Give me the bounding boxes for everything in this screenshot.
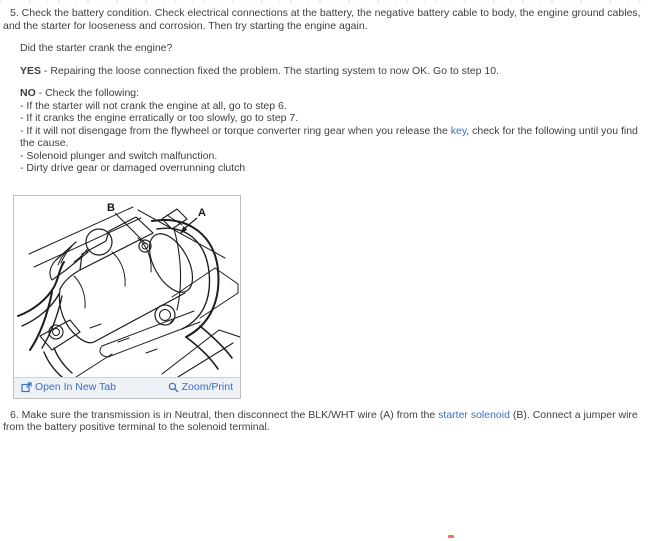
- yes-label: YES: [20, 64, 42, 77]
- checklist-item-2: - If it cranks the engine erratically or too slowly, go to step 7.: [20, 112, 299, 124]
- starter-solenoid-link[interactable]: starter solenoid: [438, 408, 510, 421]
- checklist-item-3-post: , check for the following until you find the cause.: [20, 124, 638, 149]
- starter-motor-diagram: [14, 196, 240, 377]
- zoom-print-label: Zoom/Print: [181, 381, 233, 394]
- figure-box: [13, 195, 241, 399]
- diagram-label-a: A: [198, 206, 206, 219]
- checklist-item-1: - If the starter will not crank the engine at all, go to step 6.: [20, 99, 287, 112]
- no-text: - Check the following:: [35, 87, 140, 99]
- yes-text: - Repairing the loose connection fixed the problem. The starting system to now OK. Go to step 10.: [41, 64, 499, 77]
- step-5-paragraph: 5. Check the battery condition. Check electrical connections at the battery, the negative battery cable to body, the engine ground cables, and the starter for looseness and corrosion. Then try starting the engine again.: [3, 7, 641, 32]
- step-6-post: (B). Connect a jumper wire from the battery positive terminal to the solenoid terminal.: [3, 408, 638, 433]
- yes-answer: [20, 65, 646, 78]
- starter-motor-line-art: [14, 196, 240, 377]
- figure-toolbar: [14, 377, 240, 398]
- checklist: [3, 100, 646, 175]
- open-in-new-tab-link[interactable]: [21, 381, 116, 394]
- key-link[interactable]: key: [450, 124, 467, 137]
- checklist-item-3-pre: - If it will not disengage from the flywheel or torque converter ring gear when you release the: [20, 124, 451, 137]
- magnifier-icon: [168, 382, 179, 393]
- checklist-item-3: [20, 125, 646, 150]
- step-6-paragraph: [3, 409, 646, 434]
- checklist-item-5: - Dirty drive gear or damaged overrunning clutch: [20, 162, 246, 174]
- step-6-pre: 6. Make sure the transmission is in Neutral, then disconnect the BLK/WHT wire (A) from the: [10, 408, 439, 421]
- open-in-new-tab-label: Open In New Tab: [35, 381, 116, 394]
- open-in-new-tab-icon: [21, 382, 32, 393]
- no-answer: [20, 87, 646, 100]
- no-label: NO: [20, 87, 36, 99]
- checklist-item-4: - Solenoid plunger and switch malfunction.: [20, 149, 218, 162]
- diagram-label-b: B: [107, 201, 115, 214]
- zoom-print-link[interactable]: [168, 381, 233, 394]
- question-text: Did the starter crank the engine?: [20, 42, 173, 54]
- partial-image-artifact: [448, 535, 454, 538]
